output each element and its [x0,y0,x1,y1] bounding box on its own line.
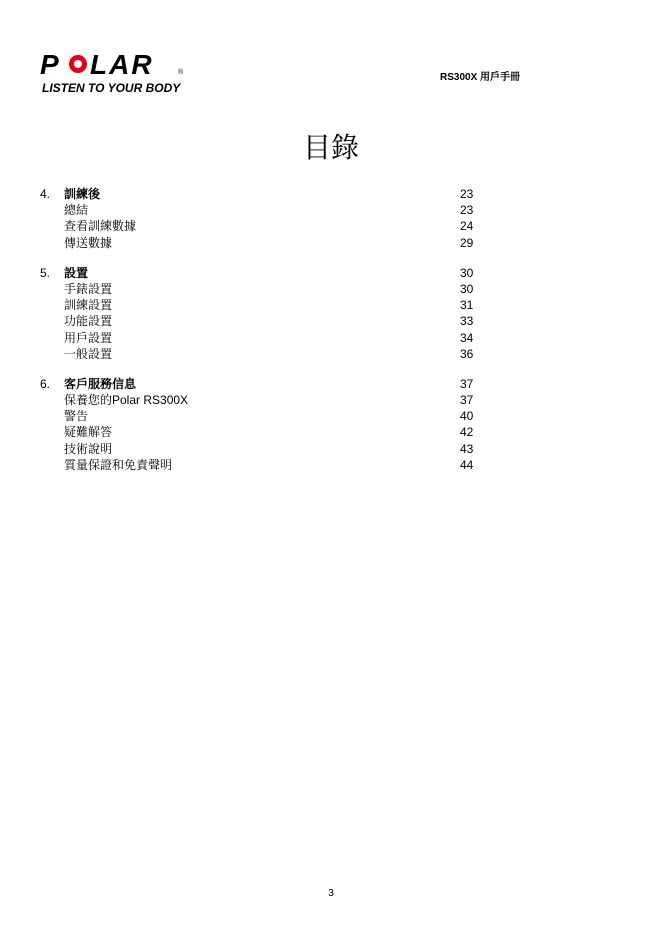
toc-entry[interactable] [40,346,500,362]
toc-section [40,265,500,362]
toc-entry[interactable] [40,441,500,457]
entry-label: 用戶設置 [64,330,113,345]
entry-label: 總結 [64,203,89,218]
toc-entry[interactable] [40,457,500,473]
entry-label: 傳送數據 [64,235,113,250]
toc-entry[interactable] [40,202,500,218]
page-ref: 23 [460,203,474,218]
page-ref: 23 [460,187,474,201]
section-title: 設置 [64,265,89,280]
entry-label: 警告 [64,409,89,424]
polar-logo [40,50,190,96]
page-ref: 36 [460,346,474,361]
manual-title: RS300X 用戶手冊 [440,72,521,83]
page-ref: 34 [460,330,474,345]
section-title: 客戶服務信息 [64,376,137,391]
entry-label: 技術說明 [64,441,113,456]
svg-text:P: P [40,50,61,80]
page-ref: 30 [460,265,474,280]
toc-section [40,376,500,473]
page-ref: 44 [460,457,474,472]
toc-entry[interactable] [40,281,500,297]
entry-label: 訓練設置 [64,298,113,313]
toc-entry[interactable] [40,218,500,234]
section-number: 6. [40,376,51,391]
page-ref: 24 [460,219,474,234]
page-number: 3 [328,888,334,899]
entry-label: 手錶設置 [64,281,113,296]
table-of-contents [40,186,500,487]
page-ref: 37 [460,393,474,408]
page-ref: 43 [460,441,474,456]
entry-label: 疑難解答 [64,425,113,440]
toc-entry[interactable] [40,313,500,329]
svg-text:LAR: LAR [90,50,154,80]
toc-entry[interactable] [40,330,500,346]
toc-section-heading[interactable] [40,265,500,281]
page-ref: 37 [460,376,474,391]
toc-entry[interactable] [40,297,500,313]
svg-text:®: ® [178,69,184,76]
section-title: 訓練後 [64,187,101,201]
entry-label: 保養您的Polar RS300X [64,393,189,408]
page-title: 目錄 [302,131,359,164]
entry-label: 查看訓練數據 [64,219,137,234]
toc-section-heading[interactable] [40,186,500,202]
page-ref: 30 [460,281,474,296]
section-number: 4. [40,187,51,201]
toc-entry[interactable] [40,408,500,424]
page-ref: 29 [460,235,474,250]
polar-logo-graphic [40,50,190,96]
toc-entry[interactable] [40,392,500,408]
toc-section [40,186,500,251]
entry-label: 功能設置 [64,314,113,329]
entry-label: 一般設置 [64,346,113,361]
page-ref: 42 [460,425,474,440]
toc-entry[interactable] [40,424,500,440]
entry-label: 質量保證和免責聲明 [64,457,173,472]
svg-text:LISTEN TO YOUR BODY: LISTEN TO YOUR BODY [42,81,181,95]
page-ref: 31 [460,298,474,313]
toc-section-heading[interactable] [40,376,500,392]
toc-entry[interactable] [40,235,500,251]
page-ref: 33 [460,314,474,329]
section-number: 5. [40,265,51,280]
page-ref: 40 [460,409,474,424]
